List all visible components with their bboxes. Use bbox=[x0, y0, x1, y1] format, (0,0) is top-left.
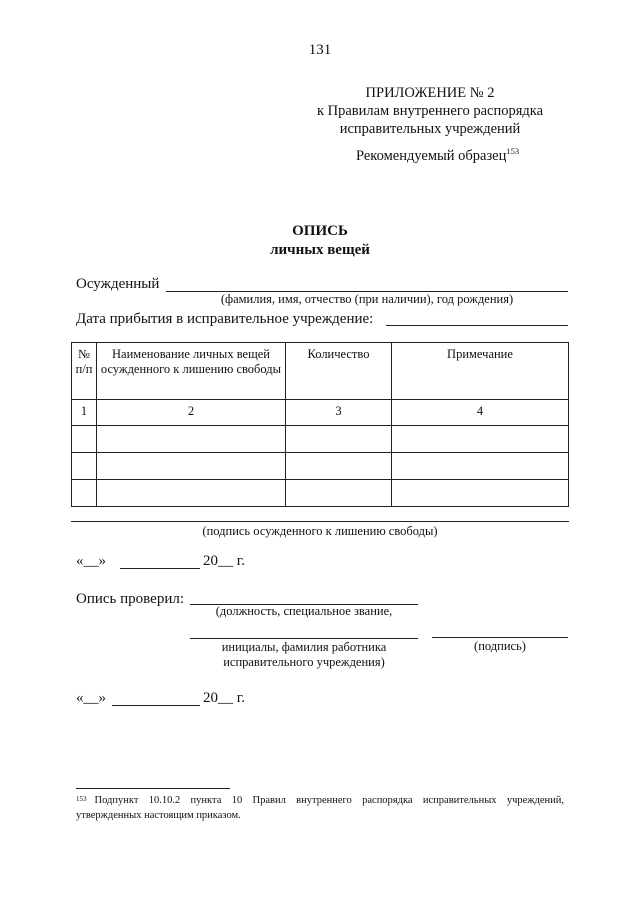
initials-caption bbox=[190, 640, 418, 670]
initials-caption-line-2: исправительного учреждения) bbox=[223, 655, 385, 669]
table-cell[interactable] bbox=[286, 426, 392, 453]
column-number-3: 3 bbox=[286, 400, 392, 426]
table-cell[interactable] bbox=[286, 453, 392, 480]
header-note: Примечание bbox=[392, 343, 569, 400]
recommended-sample bbox=[356, 148, 519, 165]
table-cell[interactable] bbox=[97, 480, 286, 507]
table-row bbox=[72, 426, 569, 453]
appendix-line-3: исправительных учреждений bbox=[339, 121, 521, 137]
table-cell[interactable] bbox=[286, 480, 392, 507]
header-number: № п/п bbox=[72, 343, 97, 400]
column-number-2: 2 bbox=[97, 400, 286, 426]
initials-caption-line-1: инициалы, фамилия работника bbox=[221, 640, 387, 654]
table-cell[interactable] bbox=[392, 453, 569, 480]
footnote-text: Подпункт 10.10.2 пункта 10 Правил внутреннего распорядка исправительных учреждений, утвержденных настоящим приказом. bbox=[76, 795, 564, 821]
date2-day-field: «__» bbox=[76, 690, 106, 706]
appendix-line-2: к Правилам внутреннего распорядка bbox=[316, 103, 544, 119]
arrival-date-label: Дата прибытия в исправительное учреждение: bbox=[76, 311, 374, 327]
footnote bbox=[76, 793, 564, 823]
table-cell[interactable] bbox=[97, 453, 286, 480]
checked-by-label: Опись проверил: bbox=[76, 591, 184, 607]
document-subtitle: личных вещей bbox=[270, 242, 370, 258]
footnote-ref: 153 bbox=[506, 146, 520, 156]
header-item-name: Наименование личных вещей осужденного к лишению свободы bbox=[97, 343, 286, 400]
header-quantity: Количество bbox=[286, 343, 392, 400]
convict-signature-line[interactable] bbox=[71, 521, 569, 522]
appendix-header bbox=[300, 84, 560, 138]
convict-name-caption: (фамилия, имя, отчество (при наличии), год рождения) bbox=[220, 292, 514, 306]
column-number-row bbox=[72, 400, 569, 426]
appendix-title: ПРИЛОЖЕНИЕ № 2 bbox=[365, 85, 495, 101]
table-cell[interactable] bbox=[72, 426, 97, 453]
position-caption: (должность, специальное звание, bbox=[215, 604, 393, 618]
signature-line[interactable] bbox=[432, 637, 568, 638]
document-title-block bbox=[0, 222, 640, 260]
inventory-table bbox=[71, 342, 569, 507]
column-number-1: 1 bbox=[72, 400, 97, 426]
footnote-number: 153 bbox=[76, 795, 87, 803]
arrival-date-line[interactable] bbox=[386, 325, 568, 326]
initials-line[interactable] bbox=[190, 638, 418, 639]
convict-signature-caption: (подпись осужденного к лишению свободы) bbox=[202, 524, 438, 538]
convict-label: Осужденный bbox=[76, 276, 160, 292]
table-cell[interactable] bbox=[72, 453, 97, 480]
table-cell[interactable] bbox=[392, 480, 569, 507]
table-cell[interactable] bbox=[72, 480, 97, 507]
signature-caption: (подпись) bbox=[474, 639, 526, 653]
date2-year-field: 20__ г. bbox=[203, 690, 245, 706]
page-number: 131 bbox=[308, 42, 332, 58]
document-title: ОПИСЬ bbox=[292, 223, 348, 239]
table-cell[interactable] bbox=[392, 426, 569, 453]
date2-month-line[interactable] bbox=[112, 705, 200, 706]
date-year-field: 20__ г. bbox=[203, 553, 245, 569]
table-row bbox=[72, 480, 569, 507]
date-day-field: «__» bbox=[76, 553, 106, 569]
table-header-row bbox=[72, 343, 569, 400]
date-month-line[interactable] bbox=[120, 568, 200, 569]
table-cell[interactable] bbox=[97, 426, 286, 453]
table-row bbox=[72, 453, 569, 480]
footnote-rule bbox=[76, 788, 230, 789]
recommended-label: Рекомендуемый образец bbox=[356, 148, 507, 164]
column-number-4: 4 bbox=[392, 400, 569, 426]
